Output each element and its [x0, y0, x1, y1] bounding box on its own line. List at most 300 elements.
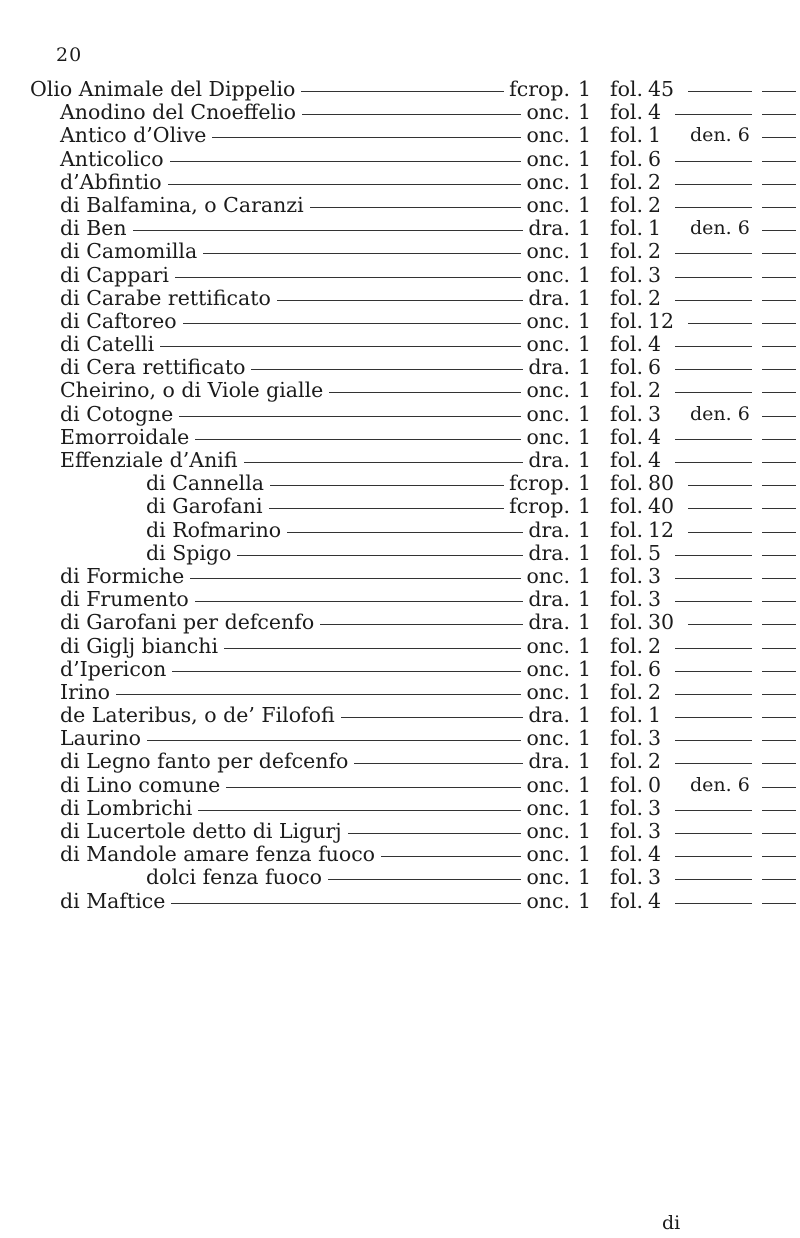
- leader-dash: [175, 277, 521, 278]
- list-item: [0, 472, 800, 495]
- leader-dash: [270, 485, 504, 486]
- entry-unit: onc.: [526, 726, 570, 751]
- leader-dash: [762, 810, 796, 811]
- entry-unit: onc.: [526, 123, 570, 148]
- entry-fol-value: 4: [648, 100, 662, 125]
- entry-fol-label: fol.: [610, 355, 644, 380]
- entry-den: den. 6: [690, 124, 750, 147]
- leader-dash: [310, 207, 521, 208]
- leader-dash: [147, 740, 521, 741]
- entry-unit: dra.: [528, 517, 570, 542]
- entry-quantity: 1: [578, 471, 592, 496]
- leader-dash: [675, 694, 752, 695]
- entry-name: di Cotogne: [60, 401, 174, 426]
- entry-name: di Formiche: [60, 563, 185, 588]
- entry-fol-label: fol.: [610, 77, 644, 101]
- leader-dash: [116, 694, 521, 695]
- leader-dash: [762, 555, 796, 556]
- entry-fol-label: fol.: [610, 262, 644, 287]
- entry-quantity: 1: [578, 726, 592, 751]
- leader-dash: [762, 601, 796, 602]
- list-item: [0, 704, 800, 727]
- leader-dash: [762, 137, 796, 138]
- entry-fol-value: 3: [648, 819, 662, 843]
- leader-dash: [160, 346, 521, 347]
- leader-dash: [244, 462, 523, 463]
- leader-dash: [688, 532, 752, 533]
- list-item: [0, 495, 800, 518]
- entry-fol-label: fol.: [610, 100, 644, 125]
- entry-quantity: 1: [578, 77, 592, 101]
- entry-name: di Ben: [60, 216, 127, 241]
- entry-den: den. 6: [690, 773, 750, 796]
- entry-fol-label: fol.: [610, 587, 644, 612]
- entry-quantity: 1: [578, 123, 592, 148]
- entry-fol-value: 2: [648, 285, 662, 310]
- entry-quantity: 1: [578, 888, 592, 913]
- entry-unit: dra.: [528, 216, 570, 241]
- leader-dash: [762, 833, 796, 834]
- leader-dash: [675, 578, 752, 579]
- entry-name: Antico d’Olive: [60, 123, 207, 148]
- entry-fol-value: 3: [648, 262, 662, 287]
- entry-unit: onc.: [526, 401, 570, 426]
- entry-fol-value: 6: [648, 355, 662, 380]
- leader-dash: [762, 856, 796, 857]
- entry-unit: onc.: [526, 819, 570, 843]
- list-item: [0, 681, 800, 704]
- entry-name: Irino: [60, 679, 110, 704]
- entry-quantity: 1: [578, 633, 592, 658]
- entry-unit: onc.: [526, 308, 570, 333]
- leader-dash: [675, 555, 752, 556]
- entry-quantity: 1: [578, 494, 592, 519]
- entry-quantity: 1: [578, 332, 592, 357]
- entry-unit: dra.: [528, 703, 570, 728]
- leader-dash: [675, 207, 752, 208]
- entry-name: dolci fenza fuoco: [146, 865, 322, 890]
- entry-unit: onc.: [526, 679, 570, 704]
- entry-fol-value: 2: [648, 169, 662, 194]
- entry-unit: onc.: [526, 192, 570, 217]
- list-item: [0, 264, 800, 287]
- leader-dash: [762, 277, 796, 278]
- leader-dash: [203, 253, 521, 254]
- entry-name: di Maftice: [60, 888, 166, 913]
- leader-dash: [762, 369, 796, 370]
- list-item: [0, 542, 800, 565]
- list-item: [0, 727, 800, 750]
- entry-unit: onc.: [526, 262, 570, 287]
- entry-unit: onc.: [526, 332, 570, 357]
- entry-fol-value: 4: [648, 448, 662, 472]
- leader-dash: [675, 346, 752, 347]
- leader-dash: [171, 903, 521, 904]
- entry-fol-label: fol.: [610, 842, 644, 867]
- entry-unit: onc.: [526, 169, 570, 194]
- leader-dash: [762, 346, 796, 347]
- entry-name: di Frumento: [60, 587, 189, 612]
- catchword: di: [662, 1212, 681, 1234]
- leader-dash: [675, 277, 752, 278]
- entry-fol-value: 80: [648, 471, 675, 496]
- list-item: [0, 565, 800, 588]
- entry-quantity: 1: [578, 285, 592, 310]
- entry-fol-label: fol.: [610, 749, 644, 774]
- entry-quantity: 1: [578, 378, 592, 403]
- list-item: [0, 866, 800, 889]
- list-item: [0, 820, 800, 843]
- list-item: [0, 78, 800, 101]
- entry-name: Olio Animale del Dippelio: [30, 77, 296, 101]
- entry-unit: dra.: [528, 749, 570, 774]
- leader-dash: [762, 230, 796, 231]
- entry-fol-label: fol.: [610, 401, 644, 426]
- entry-quantity: 1: [578, 424, 592, 449]
- entry-fol-value: 3: [648, 587, 662, 612]
- leader-dash: [762, 114, 796, 115]
- entry-unit: onc.: [526, 239, 570, 264]
- leader-dash: [354, 763, 523, 764]
- entry-name: di Cannella: [146, 471, 264, 496]
- entry-fol-value: 12: [648, 308, 675, 333]
- entry-name: di Legno fanto per defcenfo: [60, 749, 349, 774]
- list-item: [0, 240, 800, 263]
- entry-unit: onc.: [526, 100, 570, 125]
- entry-fol-value: 45: [648, 77, 675, 101]
- page-number: 20: [56, 44, 83, 66]
- entry-fol-label: fol.: [610, 888, 644, 913]
- leader-dash: [762, 462, 796, 463]
- leader-dash: [762, 717, 796, 718]
- leader-dash: [762, 323, 796, 324]
- leader-dash: [237, 555, 523, 556]
- entry-name: di Garofani per defcenfo: [60, 610, 315, 635]
- leader-dash: [762, 903, 796, 904]
- entry-unit: onc.: [526, 633, 570, 658]
- entry-fol-label: fol.: [610, 540, 644, 565]
- entry-name: di Mandole amare fenza fuoco: [60, 842, 376, 867]
- entry-unit: dra.: [528, 355, 570, 380]
- entry-name: di Lombrichi: [60, 795, 193, 820]
- entry-unit: onc.: [526, 378, 570, 403]
- entry-den: den. 6: [690, 402, 750, 425]
- entry-quantity: 1: [578, 100, 592, 125]
- entry-quantity: 1: [578, 610, 592, 635]
- leader-dash: [675, 856, 752, 857]
- list-item: [0, 194, 800, 217]
- leader-dash: [675, 392, 752, 393]
- entry-fol-value: 3: [648, 795, 662, 820]
- entry-fol-label: fol.: [610, 819, 644, 843]
- entry-name: di Garofani: [146, 494, 263, 519]
- leader-dash: [762, 416, 796, 417]
- leader-dash: [762, 253, 796, 254]
- list-item: [0, 750, 800, 773]
- entry-name: di Caftoreo: [60, 308, 177, 333]
- entry-fol-value: 6: [648, 656, 662, 681]
- entry-fol-value: 3: [648, 401, 662, 426]
- entry-unit: dra.: [528, 448, 570, 472]
- price-list: [0, 78, 800, 913]
- entry-unit: onc.: [526, 888, 570, 913]
- entry-unit: fcrop.: [509, 77, 570, 101]
- entry-name: Cheirino, o di Viole gialle: [60, 378, 324, 403]
- entry-quantity: 1: [578, 679, 592, 704]
- leader-dash: [675, 671, 752, 672]
- entry-quantity: 1: [578, 540, 592, 565]
- list-item: [0, 287, 800, 310]
- entry-fol-label: fol.: [610, 865, 644, 890]
- entry-fol-label: fol.: [610, 703, 644, 728]
- leader-dash: [762, 624, 796, 625]
- entry-fol-label: fol.: [610, 610, 644, 635]
- entry-name: di Rofmarino: [146, 517, 282, 542]
- leader-dash: [688, 485, 752, 486]
- leader-dash: [329, 392, 521, 393]
- leader-dash: [675, 439, 752, 440]
- entry-fol-label: fol.: [610, 332, 644, 357]
- entry-unit: dra.: [528, 587, 570, 612]
- entry-name: di Lino comune: [60, 772, 221, 797]
- entry-fol-label: fol.: [610, 679, 644, 704]
- list-item: [0, 379, 800, 402]
- list-item: [0, 426, 800, 449]
- entry-quantity: 1: [578, 772, 592, 797]
- entry-name: di Catelli: [60, 332, 155, 357]
- entry-name: di Spigo: [146, 540, 232, 565]
- entry-quantity: 1: [578, 448, 592, 472]
- entry-fol-label: fol.: [610, 216, 644, 241]
- leader-dash: [762, 532, 796, 533]
- list-item: [0, 890, 800, 913]
- entry-name: Anticolico: [60, 146, 164, 171]
- entry-name: di Giglj bianchi: [60, 633, 219, 658]
- leader-dash: [179, 416, 521, 417]
- entry-fol-value: 6: [648, 146, 662, 171]
- entry-fol-label: fol.: [610, 795, 644, 820]
- leader-dash: [762, 300, 796, 301]
- leader-dash: [675, 763, 752, 764]
- entry-quantity: 1: [578, 169, 592, 194]
- leader-dash: [224, 648, 521, 649]
- entry-unit: fcrop.: [509, 494, 570, 519]
- entry-name: Emorroidale: [60, 424, 190, 449]
- leader-dash: [675, 903, 752, 904]
- leader-dash: [341, 717, 523, 718]
- entry-fol-value: 1: [648, 703, 662, 728]
- leader-dash: [133, 230, 523, 231]
- leader-dash: [675, 879, 752, 880]
- leader-dash: [381, 856, 521, 857]
- leader-dash: [762, 740, 796, 741]
- entry-fol-label: fol.: [610, 494, 644, 519]
- leader-dash: [762, 91, 796, 92]
- entry-fol-label: fol.: [610, 192, 644, 217]
- list-item: [0, 333, 800, 356]
- leader-dash: [675, 810, 752, 811]
- entry-quantity: 1: [578, 563, 592, 588]
- entry-name: Laurino: [60, 726, 141, 751]
- entry-fol-value: 40: [648, 494, 675, 519]
- leader-dash: [675, 833, 752, 834]
- list-item: [0, 310, 800, 333]
- entry-quantity: 1: [578, 517, 592, 542]
- leader-dash: [328, 879, 521, 880]
- entry-quantity: 1: [578, 703, 592, 728]
- leader-dash: [762, 508, 796, 509]
- leader-dash: [183, 323, 521, 324]
- entry-fol-label: fol.: [610, 656, 644, 681]
- entry-fol-label: fol.: [610, 308, 644, 333]
- list-item: [0, 843, 800, 866]
- entry-name: Effenziale d’Anifi: [60, 448, 238, 472]
- entry-fol-label: fol.: [610, 239, 644, 264]
- entry-fol-value: 0: [648, 772, 662, 797]
- list-item: [0, 611, 800, 634]
- entry-quantity: 1: [578, 656, 592, 681]
- list-item: [0, 403, 800, 426]
- entry-quantity: 1: [578, 749, 592, 774]
- leader-dash: [688, 508, 752, 509]
- entry-quantity: 1: [578, 401, 592, 426]
- leader-dash: [762, 787, 796, 788]
- entry-unit: onc.: [526, 146, 570, 171]
- leader-dash: [675, 253, 752, 254]
- leader-dash: [762, 485, 796, 486]
- leader-dash: [762, 439, 796, 440]
- entry-quantity: 1: [578, 587, 592, 612]
- entry-fol-label: fol.: [610, 726, 644, 751]
- entry-unit: fcrop.: [509, 471, 570, 496]
- entry-fol-value: 30: [648, 610, 675, 635]
- leader-dash: [675, 740, 752, 741]
- entry-fol-value: 2: [648, 749, 662, 774]
- entry-fol-label: fol.: [610, 123, 644, 148]
- entry-fol-label: fol.: [610, 146, 644, 171]
- entry-unit: onc.: [526, 842, 570, 867]
- entry-fol-label: fol.: [610, 424, 644, 449]
- entry-fol-label: fol.: [610, 378, 644, 403]
- entry-quantity: 1: [578, 865, 592, 890]
- leader-dash: [251, 369, 523, 370]
- leader-dash: [762, 671, 796, 672]
- leader-dash: [762, 184, 796, 185]
- entry-fol-value: 2: [648, 378, 662, 403]
- leader-dash: [688, 323, 752, 324]
- leader-dash: [762, 392, 796, 393]
- leader-dash: [172, 671, 521, 672]
- entry-fol-label: fol.: [610, 169, 644, 194]
- leader-dash: [198, 810, 521, 811]
- leader-dash: [320, 624, 523, 625]
- leader-dash: [675, 462, 752, 463]
- leader-dash: [301, 91, 504, 92]
- entry-fol-value: 1: [648, 216, 662, 241]
- leader-dash: [688, 624, 752, 625]
- leader-dash: [170, 161, 521, 162]
- entry-quantity: 1: [578, 239, 592, 264]
- entry-name: d’Abfintio: [60, 169, 162, 194]
- list-item: [0, 171, 800, 194]
- entry-quantity: 1: [578, 842, 592, 867]
- entry-fol-label: fol.: [610, 517, 644, 542]
- entry-fol-label: fol.: [610, 563, 644, 588]
- entry-quantity: 1: [578, 355, 592, 380]
- leader-dash: [762, 694, 796, 695]
- leader-dash: [675, 114, 752, 115]
- entry-fol-value: 12: [648, 517, 675, 542]
- leader-dash: [762, 161, 796, 162]
- entry-unit: onc.: [526, 656, 570, 681]
- entry-fol-value: 2: [648, 192, 662, 217]
- leader-dash: [168, 184, 521, 185]
- entry-den: den. 6: [690, 217, 750, 240]
- leader-dash: [675, 184, 752, 185]
- leader-dash: [675, 300, 752, 301]
- entry-fol-value: 3: [648, 563, 662, 588]
- leader-dash: [675, 601, 752, 602]
- entry-quantity: 1: [578, 192, 592, 217]
- leader-dash: [675, 717, 752, 718]
- entry-quantity: 1: [578, 308, 592, 333]
- entry-name: di Cappari: [60, 262, 169, 287]
- entry-fol-value: 2: [648, 239, 662, 264]
- entry-unit: onc.: [526, 795, 570, 820]
- list-item: [0, 519, 800, 542]
- entry-unit: onc.: [526, 563, 570, 588]
- leader-dash: [762, 207, 796, 208]
- leader-dash: [348, 833, 521, 834]
- entry-fol-value: 1: [648, 123, 662, 148]
- entry-fol-label: fol.: [610, 285, 644, 310]
- list-item: [0, 356, 800, 379]
- leader-dash: [688, 91, 752, 92]
- list-item: [0, 797, 800, 820]
- leader-dash: [762, 578, 796, 579]
- leader-dash: [195, 601, 523, 602]
- entry-quantity: 1: [578, 262, 592, 287]
- entry-name: di Balfamina, o Caranzi: [60, 192, 304, 217]
- leader-dash: [302, 114, 521, 115]
- leader-dash: [675, 161, 752, 162]
- entry-name: di Cera rettificato: [60, 355, 246, 380]
- entry-quantity: 1: [578, 216, 592, 241]
- leader-dash: [287, 532, 523, 533]
- entry-quantity: 1: [578, 819, 592, 843]
- entry-name: d’Ipericon: [60, 656, 167, 681]
- list-item: [0, 124, 800, 147]
- list-item: [0, 101, 800, 124]
- leader-dash: [762, 763, 796, 764]
- entry-unit: dra.: [528, 610, 570, 635]
- entry-fol-value: 2: [648, 679, 662, 704]
- entry-name: de Lateribus, o de’ Filofofi: [60, 703, 335, 728]
- list-item: [0, 635, 800, 658]
- entry-fol-value: 4: [648, 842, 662, 867]
- entry-unit: dra.: [528, 540, 570, 565]
- entry-fol-label: fol.: [610, 471, 644, 496]
- leader-dash: [675, 369, 752, 370]
- leader-dash: [226, 787, 521, 788]
- entry-name: di Carabe rettificato: [60, 285, 271, 310]
- leader-dash: [277, 300, 523, 301]
- entry-fol-label: fol.: [610, 772, 644, 797]
- entry-fol-value: 5: [648, 540, 662, 565]
- entry-fol-label: fol.: [610, 633, 644, 658]
- list-item: [0, 217, 800, 240]
- entry-unit: onc.: [526, 772, 570, 797]
